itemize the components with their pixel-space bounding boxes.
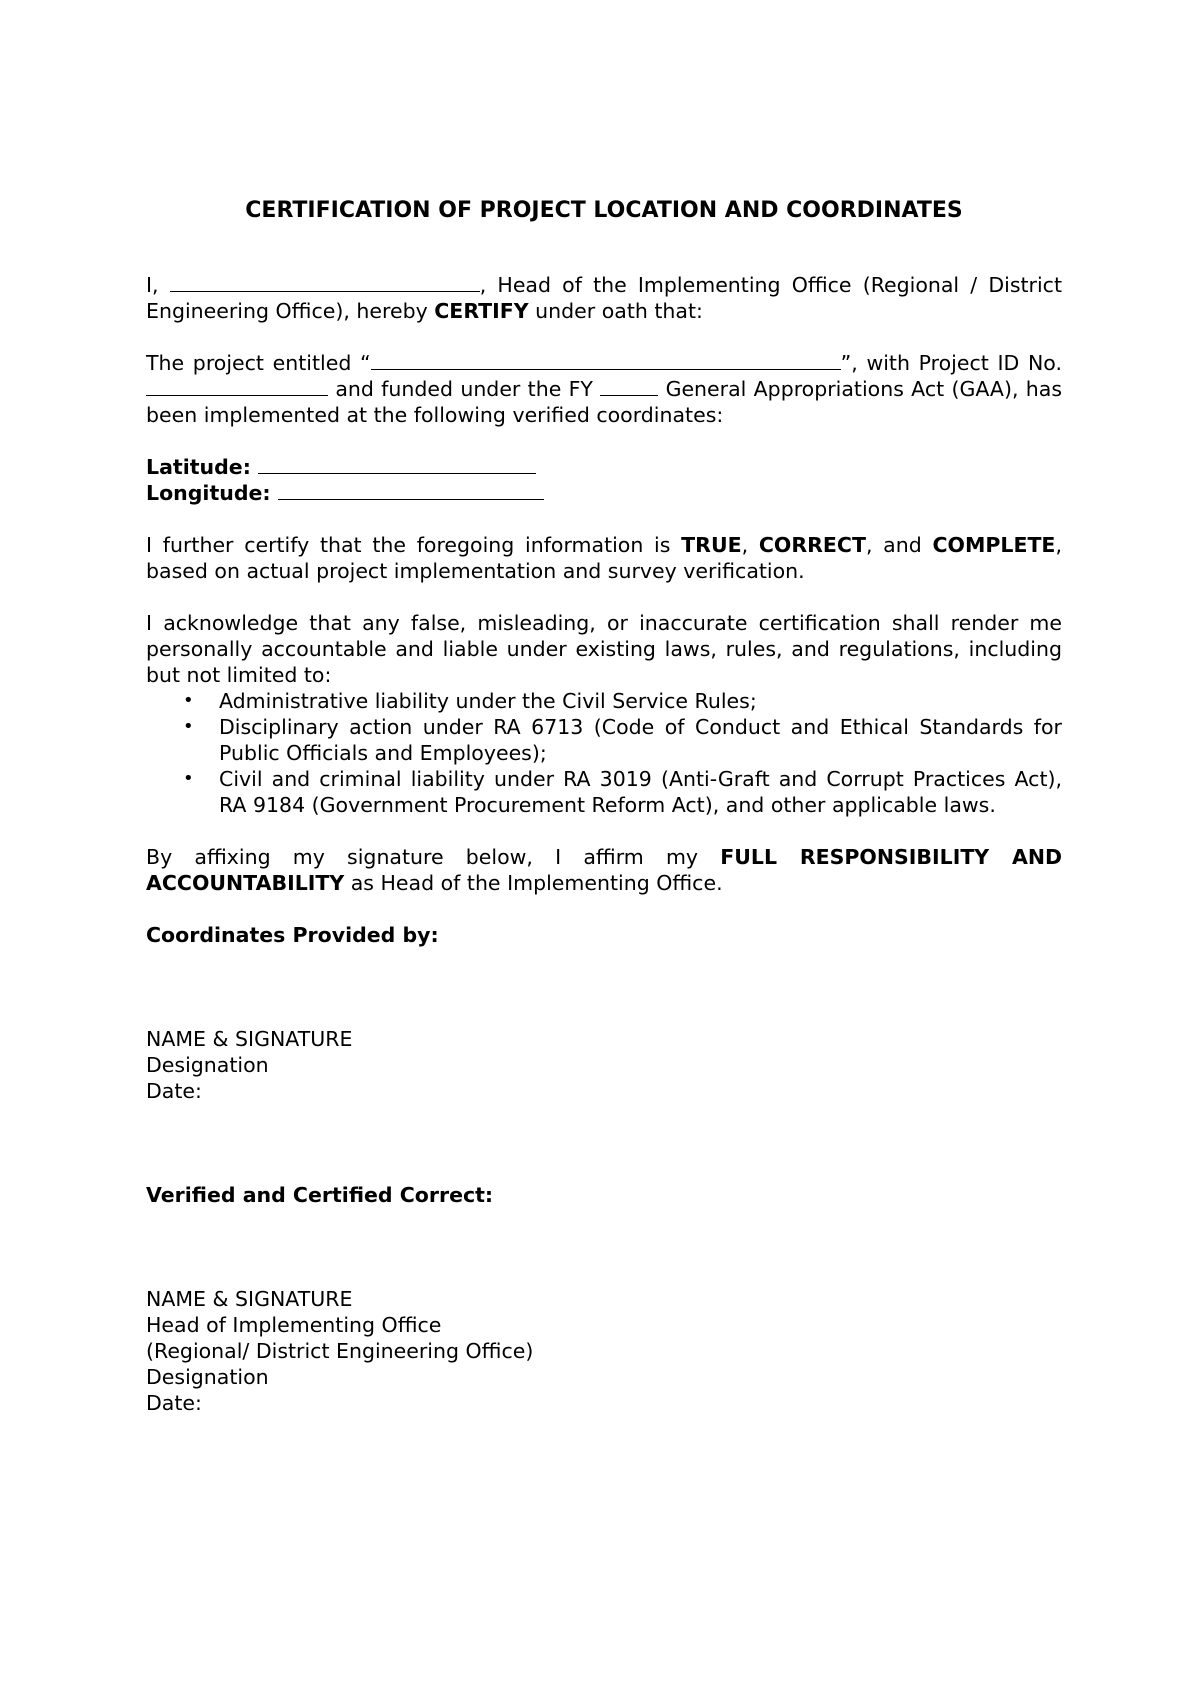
comma-text: ,: [741, 533, 749, 557]
list-item-text: Civil and criminal liability under RA 3019 (Anti-Graft and Corrupt Practices Act), RA 9184 (Government Procurement Reform Act), and other applicable laws.: [219, 767, 1062, 817]
affirm-bold: FULL RESPONSIBILITY AND ACCOUNTABILITY: [146, 845, 1062, 895]
certification-document: [146, 196, 1062, 1416]
certify-bold: CERTIFY: [434, 299, 529, 323]
project-title-blank-field[interactable]: [371, 351, 841, 370]
project-suffix: General Appropriations Act (GAA), has been implemented at the following verified coordinates:: [146, 377, 1062, 427]
verifier-signature-block: [146, 1286, 1062, 1416]
bullet-icon: •: [183, 690, 194, 711]
latitude-blank-field[interactable]: [258, 455, 536, 474]
name-blank-field[interactable]: [170, 273, 480, 292]
complete-bold: COMPLETE: [932, 533, 1056, 557]
verifier-date: Date:: [146, 1391, 202, 1415]
verifier-designation: Designation: [146, 1365, 269, 1389]
liability-list: [146, 688, 1062, 818]
provider-signature-block: [146, 1026, 1062, 1104]
coordinates-block: [146, 454, 1062, 506]
list-item-text: Disciplinary action under RA 6713 (Code of Conduct and Ethical Standards for Public Officials and Employees);: [219, 715, 1062, 765]
bullet-icon: •: [183, 716, 194, 737]
certify-prefix: I,: [146, 273, 159, 297]
certify-suffix: under oath that:: [535, 299, 703, 323]
further-prefix: I further certify that the foregoing information is: [146, 533, 671, 557]
affirm-prefix: By affixing my signature below, I affirm my: [146, 845, 699, 869]
bullet-icon: •: [183, 768, 194, 789]
certify-mid: , Head of the Implementing Office (Regional / District Engineering Office), hereby: [146, 273, 1062, 323]
list-item: [183, 766, 1062, 818]
provider-designation: Designation: [146, 1053, 269, 1077]
list-item: [183, 714, 1062, 766]
project-id-blank-field[interactable]: [146, 377, 328, 396]
longitude-label: Longitude:: [146, 481, 271, 505]
project-mid2: and funded under the FY: [335, 377, 593, 401]
acknowledge-paragraph: I acknowledge that any false, misleading, or inaccurate certification shall render me personally accountable and liable under existing laws, rules, and regulations, including but not limited to:: [146, 611, 1062, 687]
provider-date: Date:: [146, 1079, 202, 1103]
coordinates-provided-heading: Coordinates Provided by:: [146, 923, 439, 947]
list-item-text: Administrative liability under the Civil Service Rules;: [219, 689, 757, 713]
affirm-paragraph: [146, 844, 1062, 896]
list-item: [183, 688, 1062, 714]
correct-bold: CORRECT: [758, 533, 866, 557]
fiscal-year-blank-field[interactable]: [600, 377, 658, 396]
provider-name-signature: NAME & SIGNATURE: [146, 1027, 353, 1051]
verifier-role: Head of Implementing Office: [146, 1313, 442, 1337]
verifier-name-signature: NAME & SIGNATURE: [146, 1287, 353, 1311]
latitude-label: Latitude:: [146, 455, 251, 479]
true-bold: TRUE: [681, 533, 742, 557]
affirm-suffix: as Head of the Implementing Office.: [350, 871, 723, 895]
longitude-blank-field[interactable]: [278, 481, 544, 500]
project-paragraph: [146, 350, 1062, 428]
verified-heading: Verified and Certified Correct:: [146, 1183, 494, 1207]
longitude-line: [146, 480, 1062, 506]
project-mid1: ”, with Project ID No.: [840, 351, 1062, 375]
further-suffix: , based on actual project implementation and survey verification.: [146, 533, 1062, 583]
project-prefix: The project entitled “: [146, 351, 371, 375]
verifier-office: (Regional/ District Engineering Office): [146, 1339, 534, 1363]
further-certify-paragraph: [146, 532, 1062, 584]
document-title: CERTIFICATION OF PROJECT LOCATION AND COORDINATES: [245, 198, 963, 223]
latitude-line: [146, 454, 1062, 480]
certify-paragraph: [146, 272, 1062, 324]
and-text: , and: [865, 533, 922, 557]
